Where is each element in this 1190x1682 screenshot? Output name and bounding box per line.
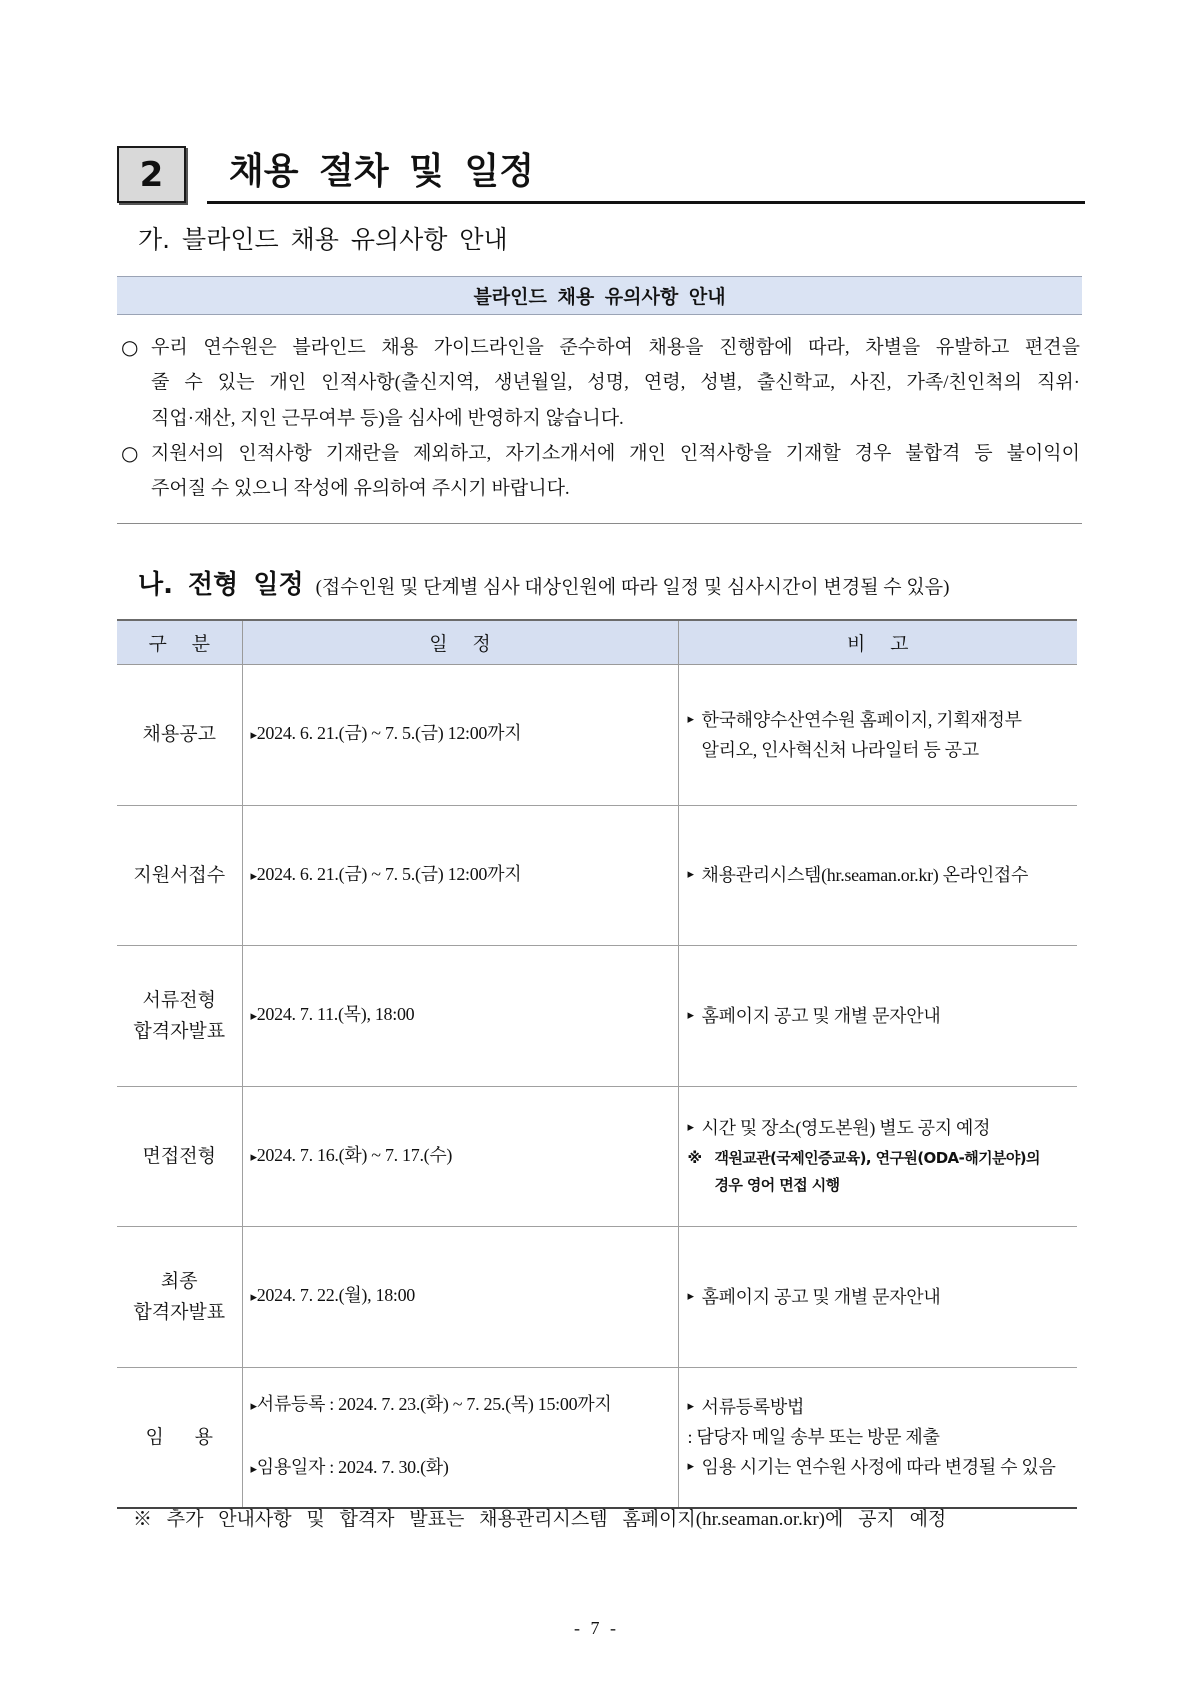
schedule-row	[117, 665, 1077, 806]
triangle-bullet-icon: ▸	[687, 1288, 694, 1304]
remarks-cell	[678, 1367, 1077, 1508]
section-title: 채용 절차 및 일정	[229, 151, 535, 192]
schedule-row	[117, 1086, 1077, 1227]
section-title-underline	[207, 201, 1085, 204]
remark-item	[688, 860, 1078, 890]
triangle-bullet-icon: ▸	[250, 1399, 257, 1415]
category-label: 임 용	[145, 1426, 213, 1448]
remark-item	[688, 1422, 1078, 1452]
remark-line: 알리오, 인사혁신처 나라일터 등 공고	[701, 739, 979, 760]
notice-line: 우리 연수원은 블라인드 채용 가이드라인을 준수하여 채용을 진행함에 따라, 차별을 유발하고 편견을	[151, 337, 1080, 358]
schedule-row	[117, 805, 1077, 946]
triangle-bullet-icon: ▸	[687, 1120, 694, 1136]
notice-box-body	[117, 330, 1082, 506]
remark-lines	[702, 705, 1078, 765]
triangle-bullet-icon: ▸	[250, 1149, 257, 1165]
remarks-cell	[678, 946, 1077, 1087]
schedule-item	[251, 999, 678, 1032]
remark-line: 시간 및 장소(영도본원) 별도 공지 예정	[701, 1118, 991, 1139]
circle-bullet-icon: ○	[121, 440, 139, 465]
schedule-heading: 나. 전형 일정	[138, 570, 304, 600]
schedule-cell	[242, 946, 678, 1087]
schedule-item	[251, 1452, 678, 1485]
notice-line: 직업·재산, 지인 근무여부 등)을 심사에 반영하지 않습니다.	[151, 407, 624, 429]
circle-bullet-icon: ○	[121, 335, 139, 359]
remarks-cell	[678, 665, 1077, 806]
triangle-bullet-icon: ▸	[250, 868, 257, 884]
column-header-category: 구 분	[117, 620, 242, 665]
schedule-cell	[242, 805, 678, 946]
remark-line: 서류등록방법	[701, 1397, 805, 1418]
notice-line: 줄 수 있는 개인 인적사항(출신지역, 생년월일, 성명, 연령, 성별, 출신학교, 사진, 가족/친인척의 직위·	[151, 372, 1080, 394]
schedule-heading-note: (접수인원 및 단계별 심사 대상인원에 따라 일정 및 심사시간이 변경될 수 있음)	[315, 577, 950, 598]
schedule-text: 2024. 7. 22.(월), 18:00	[256, 1285, 416, 1306]
column-header-schedule: 일 정	[242, 620, 678, 665]
remark-note-line: 경우 영어 면접 시행	[714, 1176, 840, 1195]
remark-note	[688, 1145, 1078, 1199]
remark-line: : 담당자 메일 송부 또는 방문 제출	[687, 1427, 940, 1448]
reference-mark-icon: ※	[687, 1149, 702, 1168]
schedule-text: 2024. 7. 11.(목), 18:00	[256, 1004, 415, 1025]
schedule-cell	[242, 1086, 678, 1227]
category-cell	[117, 1367, 242, 1508]
remark-lines	[702, 860, 1078, 890]
triangle-bullet-icon: ▸	[250, 1290, 257, 1306]
remark-line: 채용관리시스템(hr.seaman.or.kr) 온라인접수	[701, 865, 1029, 886]
notice-box-title-text: 블라인드 채용 유의사항 안내	[473, 286, 726, 308]
remark-item	[688, 705, 1078, 765]
schedule-item	[251, 1280, 678, 1313]
remark-lines	[702, 1392, 1078, 1422]
schedule-text: 2024. 6. 21.(금) ~ 7. 5.(금) 12:00까지	[256, 863, 522, 884]
remarks-cell	[678, 1227, 1077, 1368]
schedule-item	[251, 718, 678, 751]
notice-line: 주어질 수 있으니 작성에 유의하여 주시기 바랍니다.	[151, 478, 570, 500]
category-label: 서류전형	[142, 989, 216, 1011]
schedule-text: 2024. 7. 16.(화) ~ 7. 17.(수)	[256, 1144, 453, 1165]
remarks-cell	[678, 1086, 1077, 1227]
notice-box-bottom-rule	[117, 523, 1082, 524]
notice-item	[117, 436, 1080, 507]
schedule-row	[117, 1227, 1077, 1368]
schedule-table-header-row	[117, 620, 1077, 665]
schedule-cell	[242, 665, 678, 806]
category-label: 합격자발표	[133, 1301, 226, 1323]
category-label: 지원서접수	[133, 864, 226, 886]
remark-item	[688, 1392, 1078, 1422]
remark-line: 홈페이지 공고 및 개별 문자안내	[701, 1286, 941, 1307]
remark-lines	[688, 1422, 1078, 1452]
triangle-bullet-icon: ▸	[687, 1459, 694, 1475]
schedule-row	[117, 1367, 1077, 1508]
remark-item	[688, 1282, 1078, 1312]
remark-lines	[702, 1282, 1078, 1312]
schedule-item	[251, 1389, 678, 1422]
triangle-bullet-icon: ▸	[687, 1007, 694, 1023]
category-label: 채용공고	[142, 724, 216, 746]
remark-line: 임용 시기는 연수원 사정에 따라 변경될 수 있음	[701, 1457, 1056, 1478]
schedule-row	[117, 946, 1077, 1087]
category-cell	[117, 946, 242, 1087]
triangle-bullet-icon: ▸	[687, 867, 694, 883]
remark-note-line: 객원교관(국제인증교육), 연구원(ODA-해기분야)의	[714, 1149, 1040, 1168]
column-header-remarks: 비 고	[678, 620, 1077, 665]
notice-line: 지원서의 인적사항 기재란을 제외하고, 자기소개서에 개인 인적사항을 기재할 경우 불합격 등 불이익이	[151, 442, 1080, 464]
schedule-text: 임용일자 : 2024. 7. 30.(화)	[256, 1457, 449, 1478]
schedule-cell	[242, 1367, 678, 1508]
category-cell	[117, 1227, 242, 1368]
notice-item	[117, 330, 1080, 436]
category-label: 면접전형	[142, 1145, 216, 1167]
section-number: 2	[139, 154, 164, 195]
remark-lines	[702, 1113, 1078, 1143]
schedule-table-body	[117, 665, 1077, 1509]
triangle-bullet-icon: ▸	[250, 1462, 257, 1478]
category-cell	[117, 665, 242, 806]
notice-box-title	[117, 276, 1082, 315]
schedule-text: 2024. 6. 21.(금) ~ 7. 5.(금) 12:00까지	[256, 723, 522, 744]
page-number: - 7 -	[574, 1618, 616, 1638]
remark-lines	[702, 1001, 1078, 1031]
remark-item	[688, 1001, 1078, 1031]
triangle-bullet-icon: ▸	[250, 728, 257, 744]
footer-note: ※ 추가 안내사항 및 합격자 발표는 채용관리시스템 홈페이지(hr.seaman.or.kr)에 공지 예정	[133, 1509, 947, 1530]
remark-line: 한국해양수산연수원 홈페이지, 기획재정부	[701, 709, 1022, 730]
subsection-heading-blind-notice: 가. 블라인드 채용 유의사항 안내	[138, 225, 508, 254]
triangle-bullet-icon: ▸	[250, 1009, 257, 1025]
remark-note-lines	[715, 1145, 1040, 1199]
category-label: 최종	[160, 1270, 198, 1292]
triangle-bullet-icon: ▸	[687, 1399, 694, 1415]
section-number-box	[117, 146, 186, 203]
schedule-item	[251, 859, 678, 892]
subsection-heading-schedule	[138, 568, 949, 606]
schedule-item	[251, 1140, 678, 1173]
remark-item	[688, 1452, 1078, 1482]
schedule-cell	[242, 1227, 678, 1368]
schedule-text: 서류등록 : 2024. 7. 23.(화) ~ 7. 25.(목) 15:00까지	[256, 1394, 612, 1415]
category-label: 합격자발표	[133, 1020, 226, 1042]
remark-item	[688, 1113, 1078, 1143]
schedule-table	[117, 619, 1077, 1509]
category-cell	[117, 1086, 242, 1227]
remark-line: 홈페이지 공고 및 개별 문자안내	[701, 1005, 941, 1026]
remarks-cell	[678, 805, 1077, 946]
triangle-bullet-icon: ▸	[687, 711, 694, 727]
remark-lines	[702, 1452, 1078, 1482]
category-cell	[117, 805, 242, 946]
